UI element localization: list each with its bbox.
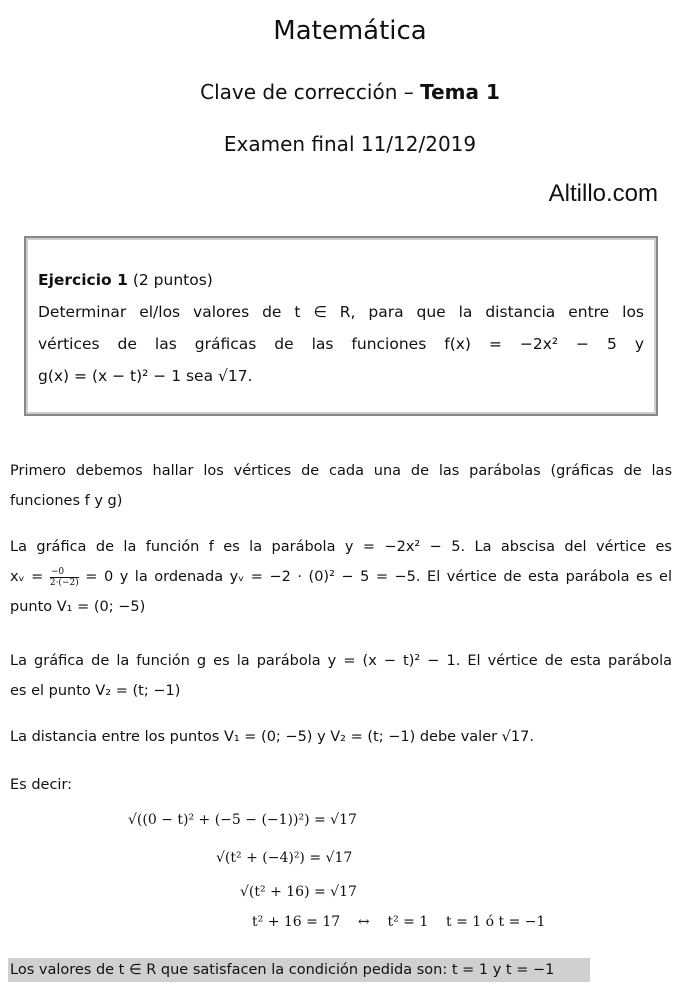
- exercise-line-2: vértices de las gráficas de las funciones f(x) = −2x² − 5 y: [38, 335, 644, 353]
- solution-paragraph-1: [10, 456, 672, 516]
- exam-date: Examen final 11/12/2019: [223, 132, 477, 156]
- exercise-points: (2 puntos): [132, 271, 213, 289]
- exercise-heading: [38, 264, 644, 296]
- subtitle-topic: Tema 1: [420, 80, 500, 104]
- text-line: punto V₁ = (0; −5): [10, 599, 146, 615]
- vertex-x-label: xᵥ =: [10, 569, 44, 585]
- text-line: funciones f y g): [10, 493, 123, 509]
- page-title: Matemática: [273, 16, 427, 46]
- solution-paragraph-3: [10, 646, 672, 706]
- solution-paragraph-5: [10, 770, 672, 800]
- text-line: Es decir:: [10, 777, 73, 793]
- answer-key-subtitle: [0, 80, 700, 104]
- equation-3: √(t² + 16) = √17: [240, 884, 357, 900]
- text-line: Primero debemos hallar los vértices de cada una de las parábolas (gráficas de las: [10, 463, 672, 479]
- text-line: La distancia entre los puntos V₁ = (0; −5) y V₂ = (t; −1) debe valer √17.: [10, 729, 534, 745]
- exercise-box: [24, 236, 658, 416]
- vertex-text: = 0 y la ordenada yᵥ = −2 · (0)² − 5 = −5. El vértice de esta parábola es el: [85, 569, 672, 585]
- subtitle-prefix: Clave de corrección –: [200, 80, 414, 104]
- text-line: es el punto V₂ = (t; −1): [10, 683, 181, 699]
- fraction-denominator: 2·(−2): [49, 577, 79, 588]
- equation-1: √((0 − t)² + (−5 − (−1))²) = √17: [128, 812, 357, 828]
- exercise-label: Ejercicio 1: [38, 271, 128, 289]
- exercise-line-1: Determinar el/los valores de t ∈ R, para que la distancia entre los: [38, 303, 644, 321]
- solution-paragraph-4: [10, 722, 672, 752]
- text-line: La gráfica de la función g es la parábola y = (x − t)² − 1. El vértice de esta parábola: [10, 653, 672, 669]
- text-line: La gráfica de la función f es la parábola y = −2x² − 5. La abscisa del vértice es: [10, 539, 672, 555]
- conclusion-highlight: Los valores de t ∈ R que satisfacen la condición pedida son: t = 1 y t = −1: [8, 958, 590, 982]
- text-line: [10, 562, 672, 592]
- equation-2: √(t² + (−4)²) = √17: [216, 850, 353, 866]
- exercise-line-3: g(x) = (x − t)² − 1 sea √17.: [38, 367, 253, 385]
- vertex-fraction: [50, 567, 79, 588]
- fraction-numerator: −0: [50, 567, 79, 578]
- equation-4: t² + 16 = 17 ↔ t² = 1 t = 1 ó t = −1: [252, 914, 546, 930]
- brand-watermark: Altillo.com: [548, 180, 658, 207]
- solution-paragraph-2: [10, 532, 672, 622]
